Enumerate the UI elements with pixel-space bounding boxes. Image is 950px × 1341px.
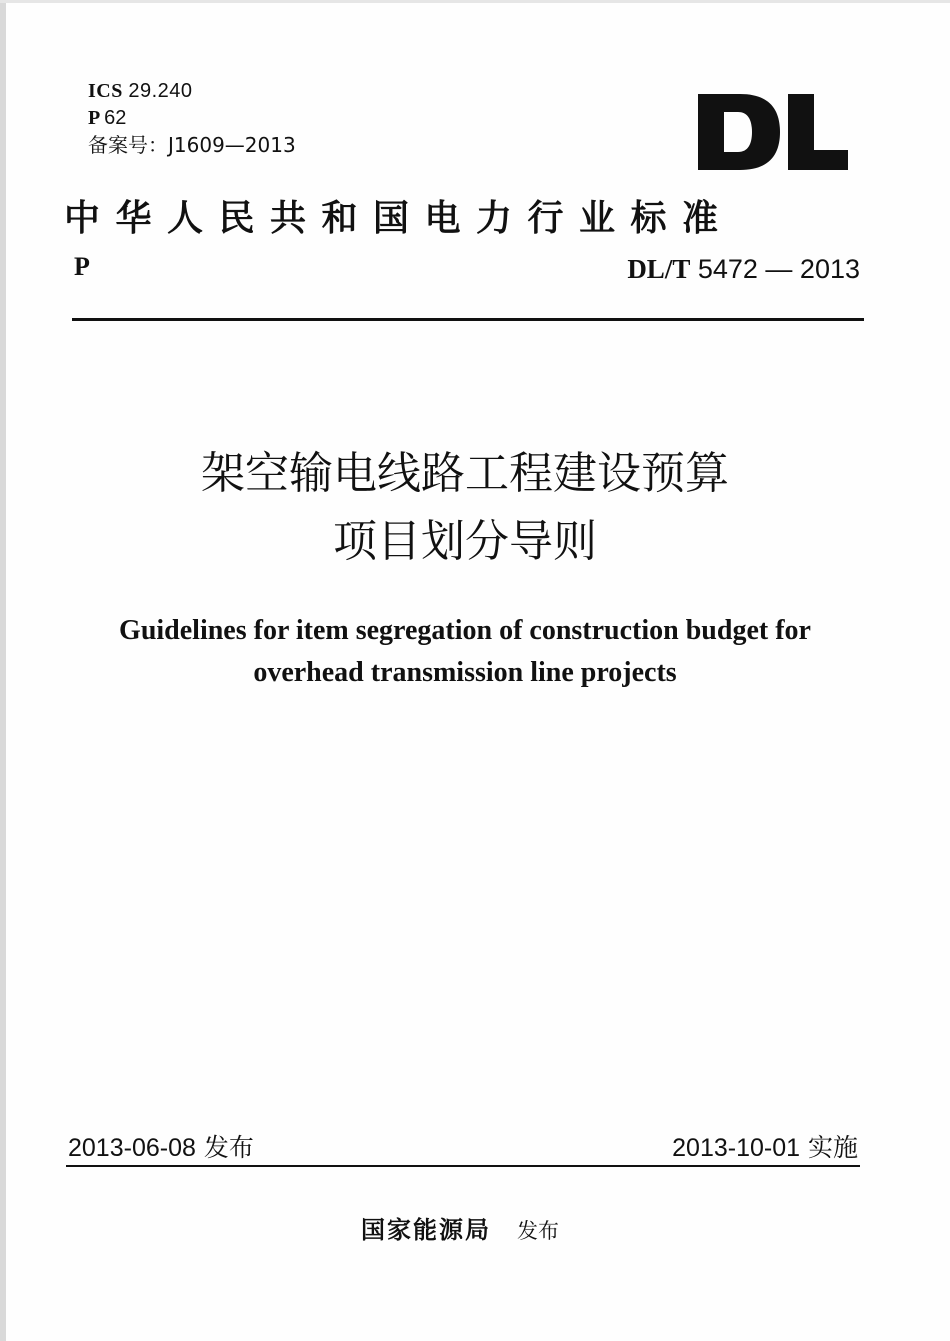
classification-letter: P	[74, 252, 90, 281]
ics-prefix: ICS	[88, 80, 123, 102]
class-code	[88, 105, 296, 132]
publisher-verb: 发布	[517, 1219, 559, 1243]
standard-code-prefix: DL/T	[627, 254, 691, 284]
title-chinese-line2: 项目划分导则	[333, 516, 597, 567]
class-number: 62	[104, 107, 127, 129]
issue-date-value: 2013-06-08	[68, 1134, 196, 1162]
title-english-line2: overhead transmission line projects	[253, 657, 677, 688]
effective-date-value: 2013-10-01	[672, 1134, 801, 1162]
standard-code	[627, 254, 860, 285]
title-chinese	[0, 440, 930, 576]
footer-divider	[66, 1165, 860, 1167]
class-prefix: P	[88, 107, 100, 129]
title-english	[0, 610, 930, 694]
record-number: 备案号：J1609—2013	[88, 133, 296, 157]
title-english-line1: Guidelines for item segregation of construction budget for	[119, 615, 811, 646]
header-divider	[72, 318, 864, 321]
scan-edge-top	[0, 0, 950, 3]
publisher	[0, 1210, 920, 1245]
title-chinese-line1: 架空输电线路工程建设预算	[201, 448, 729, 499]
issue-date-label: 发布	[203, 1133, 254, 1162]
publisher-org: 国家能源局	[361, 1215, 491, 1244]
effective-date	[672, 1128, 858, 1164]
ics-number: 29.240	[128, 80, 193, 102]
standard-code-number: 5472 — 2013	[697, 254, 860, 284]
issue-date	[68, 1128, 254, 1164]
standard-name: 中华人民共和国电力行业标准	[64, 197, 734, 239]
dl-logo	[690, 88, 850, 176]
cover-metadata	[88, 78, 296, 159]
effective-date-label: 实施	[807, 1133, 858, 1162]
ics-code	[88, 78, 296, 105]
